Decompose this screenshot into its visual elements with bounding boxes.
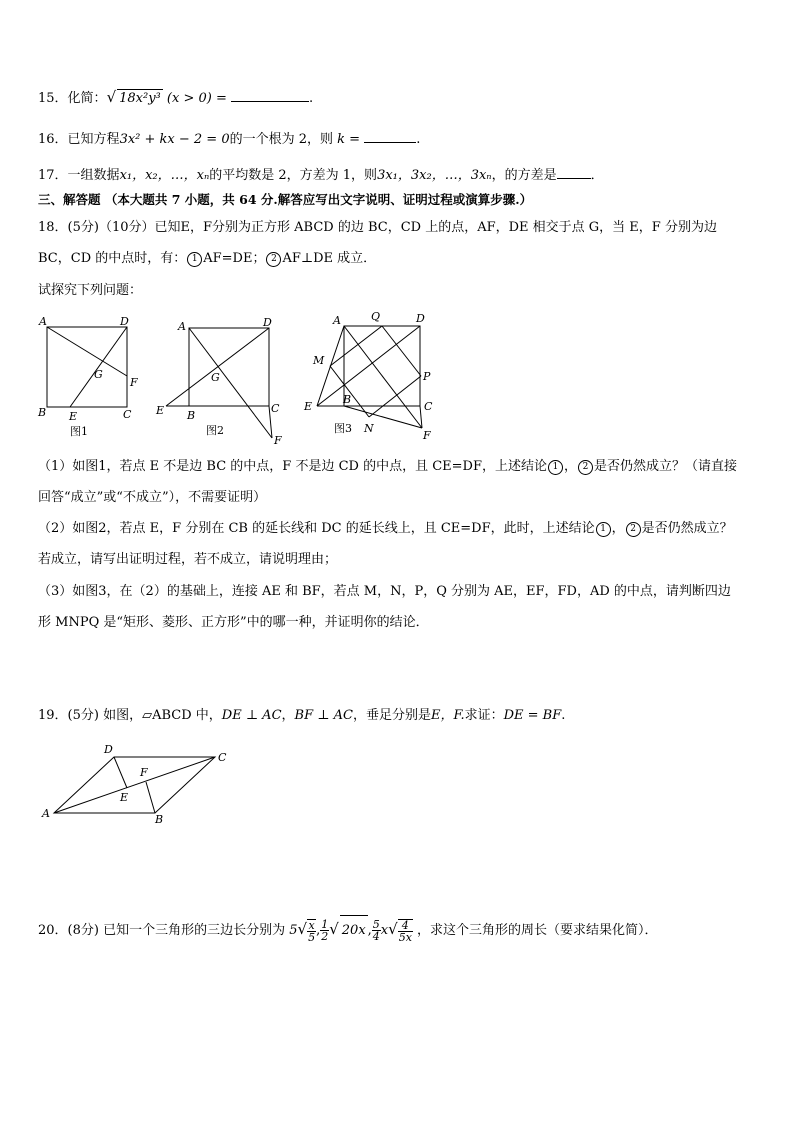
label-N: N — [364, 422, 374, 435]
label-B: B — [38, 406, 47, 419]
q-text: BC，CD 的中点时，有： — [38, 251, 187, 266]
q-text: 是否仍然成立？（请直接 — [594, 459, 738, 474]
label-D: D — [263, 316, 272, 329]
section-header — [38, 191, 532, 209]
label-B: B — [187, 409, 196, 422]
result-2: AF⊥DE 成立． — [282, 251, 377, 266]
feet-labels: E，F. — [430, 708, 465, 723]
q18-part2-b: 若成立，请写出证明过程，若不成立，请说明理由； — [38, 552, 338, 567]
question-17 — [38, 166, 604, 185]
section-title: 三、解答题 — [38, 192, 101, 207]
label-D: D — [416, 312, 425, 325]
label-G: G — [94, 368, 103, 381]
q-text: 20．(8分) 已知一个三角形的三边长分别为 — [38, 923, 286, 938]
q-end: . — [561, 708, 566, 723]
k-label: k = — [337, 132, 361, 147]
figure-1-caption: 图1 — [70, 425, 88, 438]
label-C: C — [123, 408, 132, 421]
side-3: $\frac{5}{4}$ — [372, 918, 380, 943]
circled-number-1: 1 — [548, 460, 563, 475]
label-E: E — [156, 404, 165, 417]
circled-number-2: 2 — [266, 252, 281, 267]
label-B: B — [343, 393, 352, 406]
q18-part2-a: （2）如图2，若点 E，F 分别在 CB 的延长线和 DC 的延长线上，且 CE=DF，此时，上述结论 1 ， 2 是否仍然成立？ — [38, 521, 733, 536]
circled-number-1: 1 — [187, 252, 202, 267]
side-2: $\frac{1}{2}$ — [321, 918, 329, 943]
answer-blank[interactable] — [557, 166, 591, 179]
question-18-line2 — [38, 250, 376, 268]
q-number: 17． — [38, 168, 68, 183]
scaled-data-set: 3x₁，3x₂，…，3xₙ — [377, 168, 492, 183]
label-P: P — [423, 370, 431, 383]
label-G: G — [211, 371, 220, 384]
q-text: 求证： — [464, 708, 504, 723]
q-text: ，求这个三角形的周长（要求结果化简）． — [417, 923, 658, 938]
q-text: 的平均数是 2，方差为 1，则 — [209, 168, 378, 183]
q-text: （2）如图2，若点 E，F 分别在 CB 的延长线和 DC 的延长线上，且 CE=DF，此时，上述结论 — [38, 521, 595, 536]
q-text: 是否仍然成立？ — [641, 521, 733, 536]
label-B: B — [155, 813, 164, 826]
question-15: 15．化简：√ 18x²y³ (x > 0) = . — [38, 88, 314, 106]
q-end: ． — [590, 168, 604, 183]
label-C: C — [271, 402, 280, 415]
q18-part3-a: （3）如图3，在（2）的基础上，连接 AE 和 BF，若点 M，N，P，Q 分别为 AE，EF，FD，AD 的中点，请判断四边 — [38, 584, 731, 599]
q18-figures — [30, 308, 450, 448]
answer-blank[interactable] — [364, 130, 416, 143]
q18-part1-b: 回答“成立”或“不成立”），不需要证明） — [38, 490, 267, 505]
label-F: F — [140, 766, 148, 779]
q-end: . — [308, 91, 314, 106]
q-text: 的一个根为 2，则 — [229, 132, 334, 147]
circled-number-2: 2 — [578, 460, 593, 475]
figure-3 — [317, 326, 422, 428]
q-text: （1）如图1，若点 E 不是边 BC 的中点，F 不是边 CD 的中点，且 CE=DF，上述结论 — [38, 459, 547, 474]
figure-3-caption: 图3 — [334, 422, 352, 435]
label-E: E — [120, 791, 129, 804]
condition-de: DE ⊥ AC — [221, 708, 282, 723]
q-text: ，的方差是 — [491, 168, 557, 183]
equation: 3x² + kx − 2 = 0 — [119, 132, 230, 147]
q-text: 19．(5分) 如图，▱ABCD 中， — [38, 708, 222, 723]
explore-prompt: 试探究下列问题： — [38, 283, 143, 298]
figure-parallelogram — [38, 738, 238, 828]
label-E: E — [304, 400, 313, 413]
label-F: F — [130, 376, 138, 389]
circled-number-2: 2 — [626, 522, 641, 537]
label-A: A — [39, 315, 47, 328]
label-D: D — [104, 743, 113, 756]
question-20: 20．(8分) 已知一个三角形的三边长分别为 5√ $\frac{x}{5}$ , $\frac{1}{2}$ √ 20x , $\frac{5}{4}$ x√ $\frac{4}{5x}$ ，求这个三角形的周长（要求结果化简）． — [38, 914, 658, 946]
label-C: C — [424, 400, 433, 413]
label-M: M — [313, 354, 325, 367]
proof-goal: DE = BF — [503, 708, 562, 723]
question-18-line1: 18．(5分)（10分）已知E，F分别为正方形 ABCD 的边 BC，CD 上的点，AF，DE 相交于点 G，当 E，F 分别为边 — [38, 220, 717, 235]
separator: ， — [281, 708, 295, 723]
condition: (x > 0) = — [166, 91, 227, 106]
q-number: 15． — [38, 91, 68, 106]
q-end: . — [416, 132, 421, 147]
q-text: 一组数据 — [67, 168, 120, 183]
section-note: （本大题共 7 小题，共 64 分.解答应写出文字说明、证明过程或演算步骤.） — [104, 192, 533, 207]
label-A: A — [178, 320, 186, 333]
question-16 — [38, 130, 420, 149]
data-set: x₁，x₂，…，xₙ — [119, 168, 210, 183]
result-1: AF=DE； — [203, 251, 266, 266]
q-text: 化简： — [67, 91, 107, 106]
q18-part1-a: （1）如图1，若点 E 不是边 BC 的中点，F 不是边 CD 的中点，且 CE=DF，上述结论 1 ， 2 是否仍然成立？（请直接 — [38, 459, 738, 474]
label-E: E — [69, 410, 78, 423]
figure-1 — [47, 327, 127, 407]
label-C: C — [218, 751, 227, 764]
circled-number-1: 1 — [596, 522, 611, 537]
condition-bf: BF ⊥ AC — [294, 708, 353, 723]
figure-2-caption: 图2 — [206, 424, 224, 437]
label-F: F — [274, 434, 282, 447]
label-A: A — [333, 314, 341, 327]
q-text: ，垂足分别是 — [352, 708, 431, 723]
label-Q: Q — [371, 310, 381, 323]
q-number: 16． — [38, 132, 68, 147]
label-F: F — [423, 429, 431, 442]
side-1: 5√ $\frac{x}{5}$ — [289, 918, 316, 944]
label-D: D — [120, 315, 129, 328]
answer-blank[interactable] — [231, 89, 309, 102]
question-19 — [38, 707, 565, 725]
label-A: A — [42, 807, 50, 820]
q-text: 已知方程 — [67, 132, 120, 147]
radicand: 18x²y³ — [119, 91, 161, 106]
q18-part3-b: 形 MNPQ 是“矩形、菱形、正方形”中的哪一种，并证明你的结论． — [38, 615, 429, 630]
